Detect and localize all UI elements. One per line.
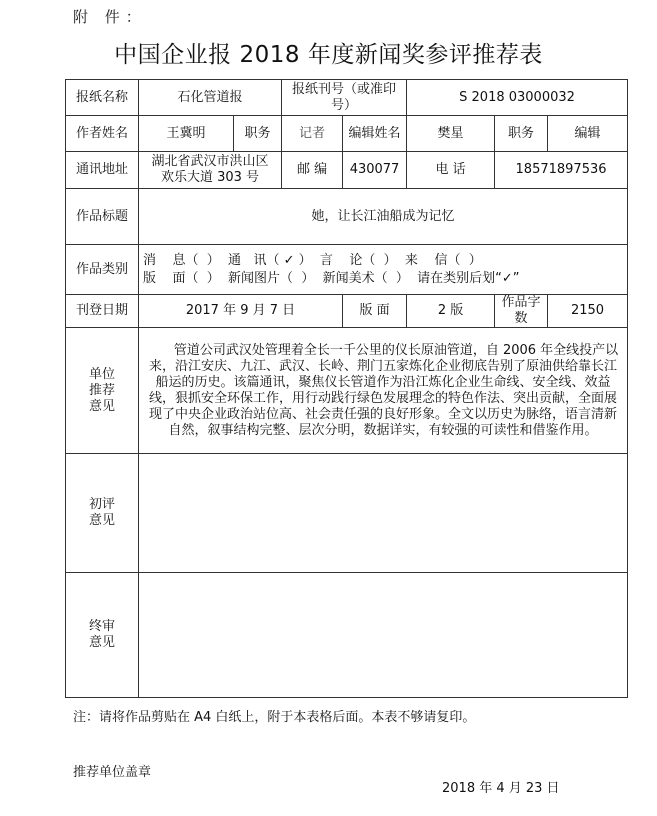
author-label: 作者姓名: [66, 116, 139, 152]
address-value: [139, 152, 282, 189]
editor-label: 编辑姓名: [343, 116, 407, 152]
word-count-label: 作品字数: [495, 295, 548, 328]
category-line-2: 版 面（ ） 新闻图片（ ） 新闻美术（ ） 请在类别后划“✓”: [143, 270, 520, 286]
recommendation-form: [65, 79, 628, 698]
publish-date-value: 2017 年 9 月 7 日: [139, 295, 343, 328]
editor-name: 樊星: [407, 116, 495, 152]
author-name: 王冀明: [139, 116, 234, 152]
phone-value: 18571897536: [495, 152, 628, 189]
row-recommend: [66, 328, 628, 454]
row-publish: [66, 295, 628, 328]
work-title-label: 作品标题: [66, 189, 139, 245]
initial-label-line-2: 意见: [88, 513, 115, 528]
newspaper-name: 石化管道报: [139, 80, 282, 116]
category-options: [139, 245, 628, 295]
final-review-label: [66, 573, 139, 698]
address-line-1: 湖北省武汉市洪山区: [151, 154, 269, 169]
newspaper-name-label: 报纸名称: [66, 80, 139, 116]
row-author: [66, 116, 628, 152]
initial-label-line-1: 初评: [88, 497, 115, 512]
category-label: 作品类别: [66, 245, 139, 295]
work-title-value: 她，让长江油船成为记忆: [139, 189, 628, 245]
recommend-text-cell: [139, 328, 628, 454]
editor-title-label: 职务: [495, 116, 548, 152]
editor-title: 编辑: [548, 116, 628, 152]
recommend-label-line-2: 推荐: [88, 382, 115, 398]
signature-date: 2018 年 4 月 23 日: [442, 781, 560, 796]
initial-review-field[interactable]: [139, 454, 628, 573]
row-newspaper: [66, 80, 628, 116]
final-label-line-2: 意见: [88, 635, 115, 650]
recommend-label-line-1: 单位: [88, 366, 115, 382]
publish-date-label: 刊登日期: [66, 295, 139, 328]
page-value: 2 版: [407, 295, 495, 328]
address-label: 通讯地址: [66, 152, 139, 189]
page-label: 版 面: [343, 295, 407, 328]
row-work-title: [66, 189, 628, 245]
row-category: [66, 245, 628, 295]
address-line-2: 欢乐大道 303 号: [160, 170, 260, 185]
author-title-label: 职务: [234, 116, 282, 152]
recommend-label: [66, 328, 139, 454]
final-review-field[interactable]: [139, 573, 628, 698]
postcode-label: 邮 编: [282, 152, 343, 189]
final-label-line-1: 终审: [88, 619, 115, 634]
category-line-1: 消 息（ ） 通 讯（ ✓ ） 言 论（ ） 来 信（ ）: [143, 252, 482, 268]
row-final-review: [66, 573, 628, 698]
form-title: 中国企业报 2018 年度新闻奖参评推荐表: [114, 42, 543, 68]
row-initial-review: [66, 454, 628, 573]
attachment-label: 附 件：: [73, 8, 147, 26]
row-address: [66, 152, 628, 189]
initial-review-label: [66, 454, 139, 573]
seal-label: 推荐单位盖章: [73, 765, 152, 780]
recommend-label-line-3: 意见: [88, 398, 115, 414]
phone-label: 电 话: [407, 152, 495, 189]
issn-label: 报纸刊号（或准印号）: [282, 80, 407, 116]
recommend-text: 管道公司武汉处管理着全长一千公里的仪长原油管道，自 2006 年全线投产以来，沿江安庆、九江、武汉、长岭、荆门五家炼化企业彻底告别了原油供给靠长江船运的历史。该篇通讯，聚焦仪长管道作为沿江炼化企业生命线、安全线、效益线，狠抓安全环保工作，用行动践行绿色发展理念的特色作法、突出贡献，全面展现了中央企业政治站位高、社会责任强的良好形象。全文以历史为脉络，语言清新自然，叙事结构完整、层次分明，数据详实，有较强的可读性和借鉴作用。: [149, 342, 619, 438]
postcode-value: 430077: [343, 152, 407, 189]
issn-value: S 2018 03000032: [407, 80, 628, 116]
author-title: 记者: [282, 116, 343, 152]
word-count-value: 2150: [548, 295, 628, 328]
footnote: 注：请将作品剪贴在 A4 白纸上，附于本表格后面。本表不够请复印。: [73, 710, 476, 725]
